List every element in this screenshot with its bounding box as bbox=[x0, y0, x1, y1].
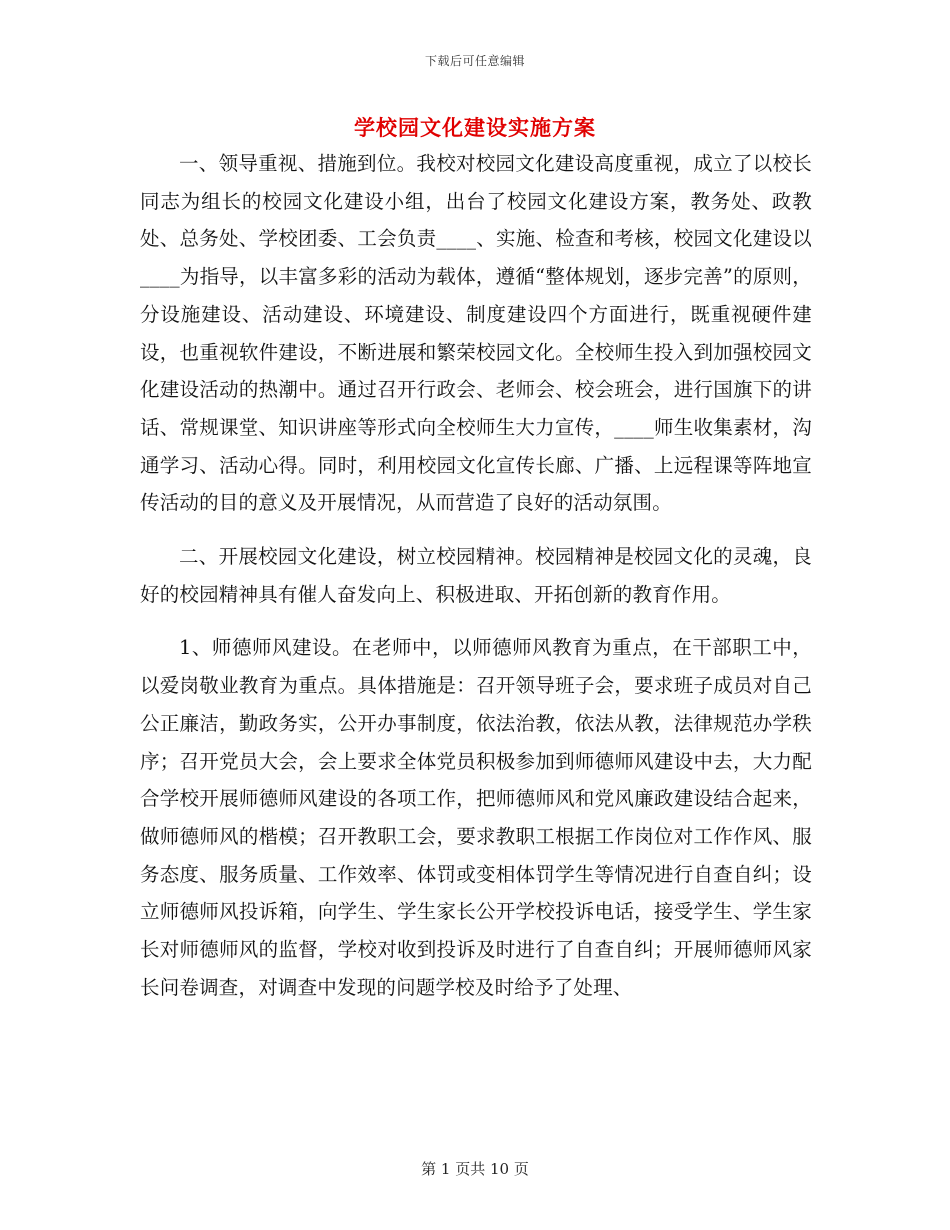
page-number: 第 1 页共 10 页 bbox=[421, 1160, 529, 1178]
paragraph-campus-spirit: 二、开展校园文化建设，树立校园精神。校园精神是校园文化的灵魂，良好的校园精神具有催人奋发向上、积极进取、开拓创新的教育作用。 bbox=[140, 545, 812, 606]
paragraph-leadership: 一、领导重视、措施到位。我校对校园文化建设高度重视，成立了以校长同志为组长的校园文化建设小组，出台了校园文化建设方案，教务处、政教处、总务处、学校团委、工会负责____、实施、检查和考核，校园文化建设以____为指导，以丰富多彩的活动为载体，遵循“整体规划，逐步完善”的原则，分设施建设、活动建设、环境建设、制度建设四个方面进行，既重视硬件建设，也重视软件建设，不断进展和繁荣校园文化。全校师生投入到加强校园文化建设活动的热潮中。通过召开行政会、老师会、校会班会，进行国旗下的讲话、常规课堂、知识讲座等形式向全校师生大力宣传，____师生收集素材，沟通学习、活动心得。同时，利用校园文化宣传长廊、广播、上远程课等阵地宣传活动的目的意义及开展情况，从而营造了良好的活动氛围。 bbox=[140, 152, 812, 515]
document-body bbox=[140, 145, 812, 1022]
page-header-note: 下载后可任意编辑 bbox=[424, 54, 525, 68]
document-title: 学校园文化建设实施方案 bbox=[354, 115, 596, 140]
paragraph-teacher-ethics: 1、师德师风建设。在老师中，以师德师风教育为重点，在干部职工中，以爱岗敬业教育为重点。具体措施是：召开领导班子会，要求班子成员对自己公正廉洁，勤政务实，公开办事制度，依法治教，依法从教，法律规范办学秩序；召开党员大会，会上要求全体党员积极参加到师德师风建设中去，大力配合学校开展师德师风建设的各项工作，把师德师风和党风廉政建设结合起来，做师德师风的楷模；召开教职工会，要求教职工根据工作岗位对工作作风、服务态度、服务质量、工作效率、体罚或变相体罚学生等情况进行自查自纠；设立师德师风投诉箱，向学生、学生家长公开学校投诉电话，接受学生、学生家长对师德师风的监督，学校对收到投诉及时进行了自查自纠；开展师德师风家长问卷调查，对调查中发现的问题学校及时给予了处理、 bbox=[140, 636, 812, 999]
